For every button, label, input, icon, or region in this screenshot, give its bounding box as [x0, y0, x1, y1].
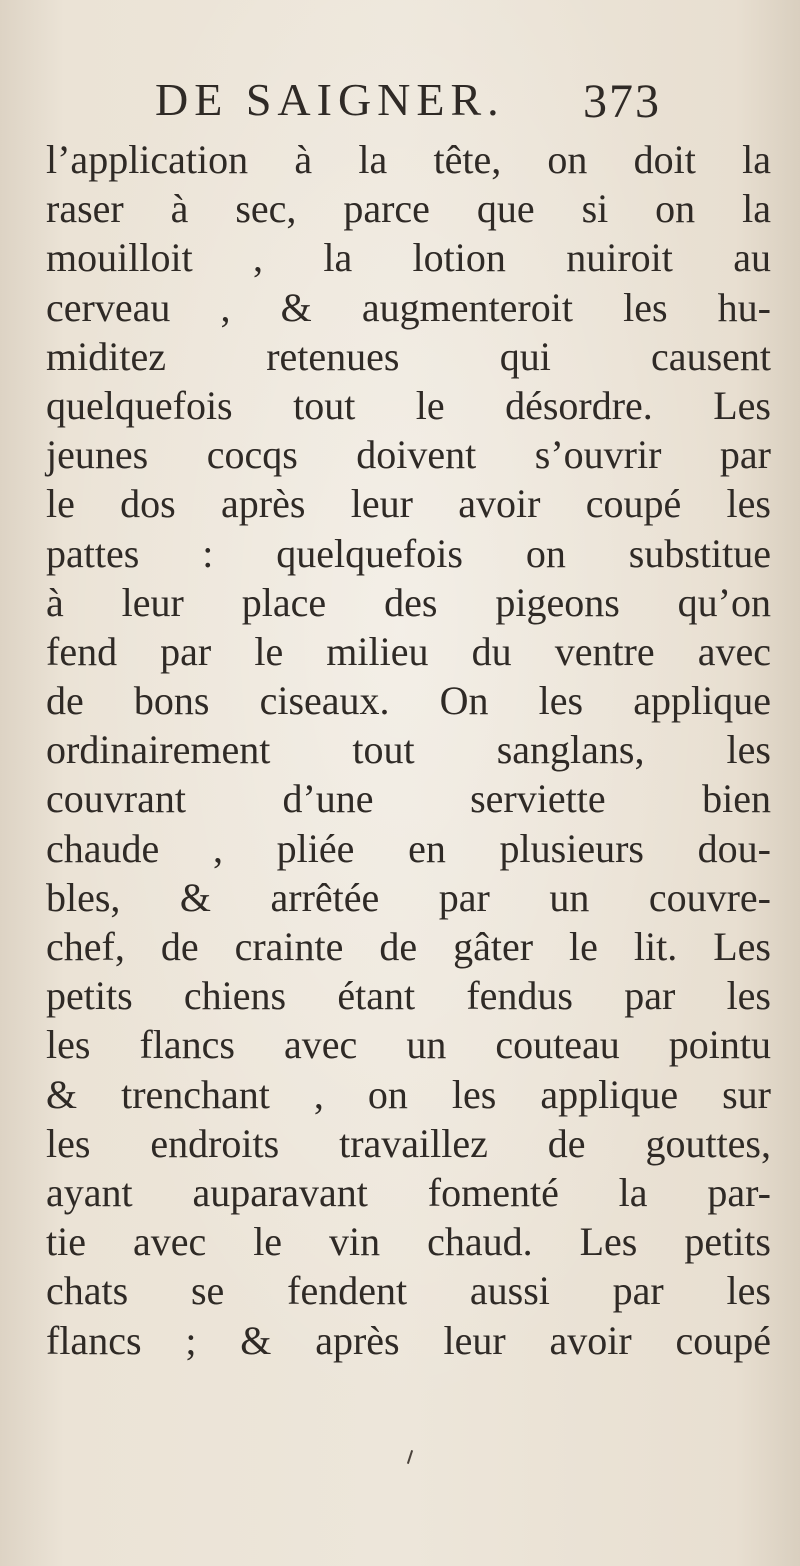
- text-line: cerveau , & augmenteroit les hu-: [46, 284, 771, 330]
- text-line: & trenchant , on les applique sur: [46, 1071, 771, 1117]
- text-line: couvrant d’une serviette bien: [46, 776, 771, 822]
- running-title: DE SAIGNER.: [155, 74, 505, 125]
- text-line: petits chiens étant fendus par les: [46, 973, 771, 1019]
- text-line: l’application à la tête, on doit la: [46, 137, 771, 182]
- text-line: pattes : quelquefois on substitue: [46, 530, 771, 576]
- text-line: chef, de crainte de gâter le lit. Les: [46, 924, 771, 969]
- page-header: [0, 72, 800, 142]
- text-line: flancs ; & après leur avoir coupé: [46, 1317, 771, 1363]
- text-line: jeunes cocqs doivent s’ouvrir par: [46, 432, 771, 478]
- text-line: fend par le milieu du ventre avec: [46, 628, 771, 674]
- text-line: tie avec le vin chaud. Les petits: [46, 1219, 771, 1265]
- text-line: bles, & arrêtée par un couvre-: [46, 874, 771, 920]
- text-line: quelquefois tout le désordre. Les: [46, 382, 771, 428]
- page-number: 373: [583, 75, 661, 128]
- text-line: chats se fendent aussi par les: [46, 1268, 771, 1314]
- text-line: ordinairement tout sanglans, les: [46, 727, 771, 773]
- text-line: miditez retenues qui causent: [46, 333, 771, 379]
- ink-mark: [407, 1450, 413, 1464]
- text-line: les flancs avec un couteau pointu: [46, 1022, 771, 1068]
- text-line: mouilloit , la lotion nuiroit au: [46, 235, 771, 281]
- text-line: à leur place des pigeons qu’on: [46, 579, 771, 625]
- text-line: ayant auparavant fomenté la par-: [46, 1169, 771, 1215]
- text-line: de bons ciseaux. On les applique: [46, 678, 771, 724]
- text-line: les endroits travaillez de gouttes,: [46, 1120, 771, 1166]
- body-text: [46, 135, 771, 1365]
- text-line: le dos après leur avoir coupé les: [46, 481, 771, 527]
- text-line: chaude , pliée en plusieurs dou-: [46, 825, 771, 871]
- text-line: raser à sec, parce que si on la: [46, 186, 771, 232]
